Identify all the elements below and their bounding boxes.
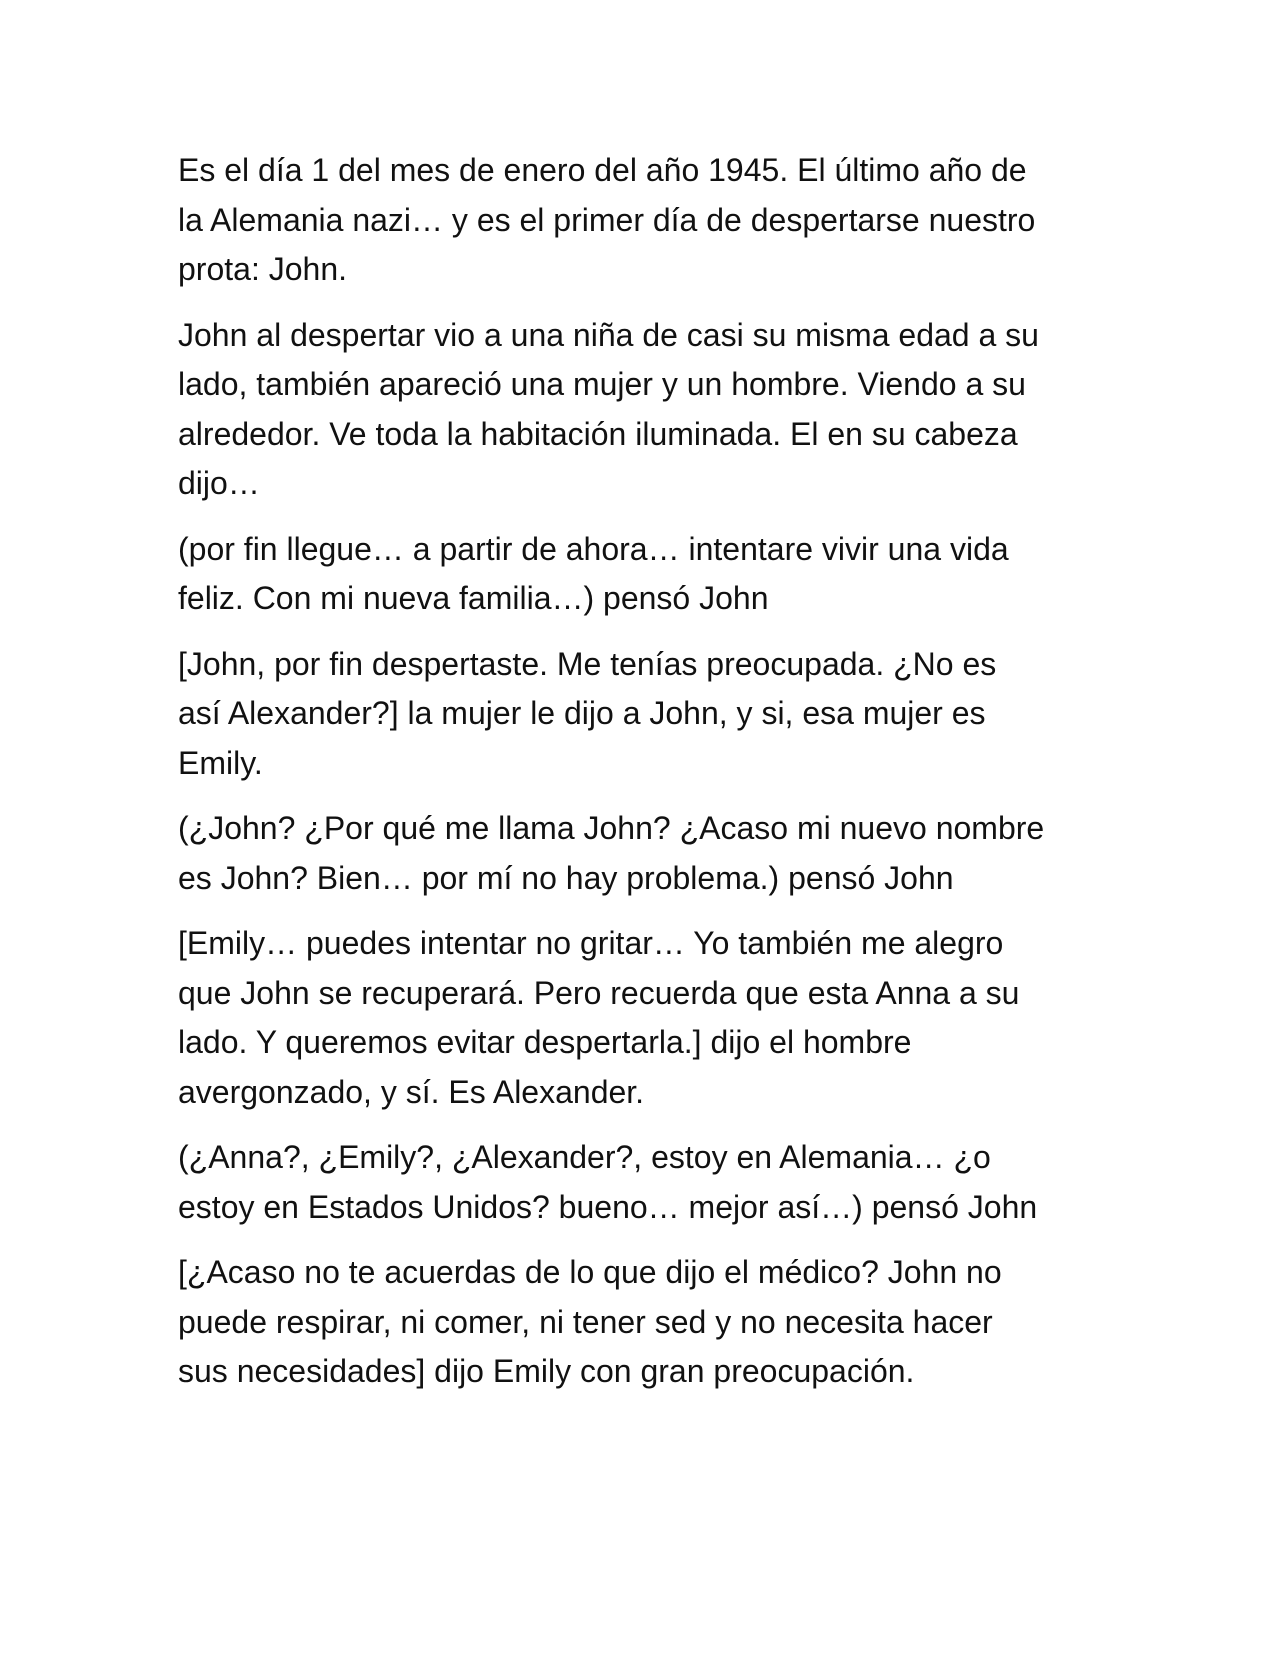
paragraph-1 [178,146,1108,295]
paragraph-6 [178,919,1108,1117]
text-line: feliz. Con mi nueva familia…) pensó John [178,580,769,616]
paragraph-2 [178,311,1108,509]
text-line: Emily. [178,744,263,781]
text-line: estoy en Estados Unidos? bueno… mejor así…) pensó John [178,1188,1038,1225]
text-line: (por fin llegue… a partir de ahora… intentare vivir una vida [178,530,1009,567]
text-line: John al despertar vio a una niña de casi su misma edad a su [178,316,1039,353]
text-line: avergonzado, y sí. Es Alexander. [178,1073,645,1110]
text-line: [John, por fin despertaste. Me tenías preocupada. ¿No es [178,645,997,682]
text-line: dijo… [178,465,260,501]
text-line: lado, también apareció una mujer y un hombre. Viendo a su [178,366,1026,402]
paragraph-8 [178,1248,1108,1397]
paragraph-7 [178,1133,1108,1232]
text-line: alrededor. Ve toda la habitación iluminada. El en su cabeza [178,415,1018,452]
text-line: [Emily… puedes intentar no gritar… Yo también me alegro [178,925,1004,961]
text-line: puede respirar, ni comer, ni tener sed y no necesita hacer [178,1303,993,1340]
text-line: [¿Acaso no te acuerdas de lo que dijo el médico? John no [178,1254,1002,1290]
document-page [178,146,1108,1413]
text-line: Es el día 1 del mes de enero del año 1945. El último año de [178,152,1027,188]
text-line: que John se recuperará. Pero recuerda que esta Anna a su [178,974,1020,1011]
paragraph-3 [178,525,1108,624]
text-line: sus necesidades] dijo Emily con gran preocupación. [178,1353,915,1389]
paragraph-5 [178,804,1108,903]
text-line: la Alemania nazi… y es el primer día de despertarse nuestro [178,201,1036,238]
paragraph-4 [178,640,1108,789]
text-line: así Alexander?] la mujer le dijo a John, y si, esa mujer es [178,695,986,731]
text-line: (¿Anna?, ¿Emily?, ¿Alexander?, estoy en Alemania… ¿o [178,1139,991,1175]
text-line: es John? Bien… por mí no hay problema.) pensó John [178,859,954,896]
text-line: prota: John. [178,251,347,287]
text-line: (¿John? ¿Por qué me llama John? ¿Acaso mi nuevo nombre [178,810,1045,846]
text-line: lado. Y queremos evitar despertarla.] dijo el hombre [178,1024,912,1060]
